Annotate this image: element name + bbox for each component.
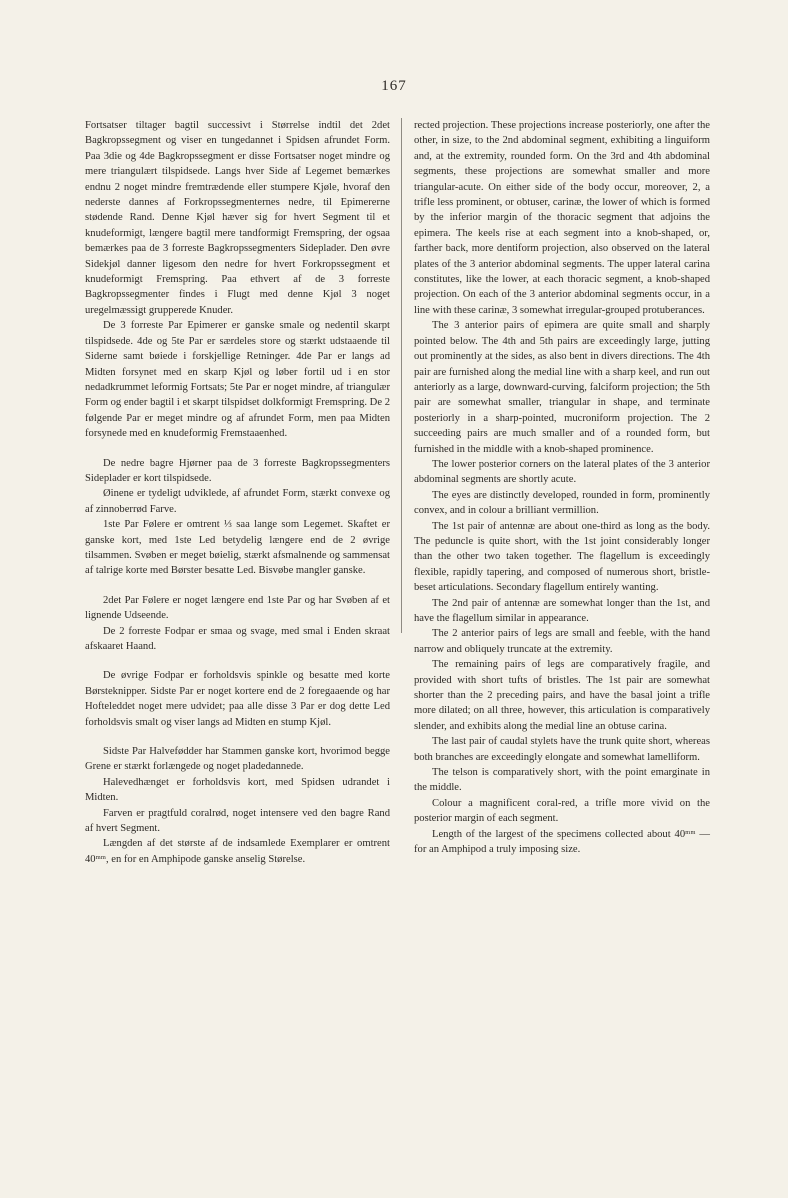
norwegian-paragraph: 1ste Par Følere er omtrent ⅓ saa lange som Legemet. Skaftet er ganske kort, med 1ste Led betydelig længere end de 2 øvrige tilsammen. Svøben er meget bøielig, stærkt afsmalnende og sammensat af talrige korte med Børster besatte Led. Bisvøbe mangler ganske. [85,519,390,577]
norwegian-paragraph: De nedre bagre Hjørner paa de 3 forreste Bagkropssegmenters Sideplader er kort tilspidsede. [85,457,390,484]
english-paragraph: The lower posterior corners on the lateral plates of the 3 anterior abdominal segments are shortly acute. [414,458,710,486]
english-paragraph: The eyes are distinctly developed, rounded in form, prominently convex, and in colour a brilliant vermillion. [414,489,710,517]
norwegian-paragraph: Fortsatser tiltager bagtil successivt i Størrelse indtil det 2det Bagkropssegment og viser en tungedannet i Spidsen afrundet Form. Paa 3die og 4de Bagkropssegment er disse Fortsatser noget mindre og mere triangulært tilspidsede. Langs hver Side af Legemet bemærkes endnu 2 noget mindre fremtrædende eller stumpere Kjøle, hvoraf den nederste dannes af Forkropssegmenternes nedre, til Epimererne stødende Rand. Denne Kjøl hæver sig for hvert Segment til et knudeformigt, længere bagtil mere tandformigt Fremspring, der ogsaa bemærkes paa de 3 forreste Bagkropssegmenters Sideplader. Den øvre Sidekjøl danner ligesom den nedre for hvert Forkropssegment et knudeformigt Fremspring. Paa ethvert af de 3 forreste Bagkropssegmenter findes i Flugt med denne Kjøl 3 noget uregelmæssigt grupperede Knuder. [85,120,390,316]
norwegian-paragraph: Længden af det største af de indsamlede Exemplarer er omtrent 40ᵐᵐ, en for en Amphipode ganske anselig Størelse. [85,838,390,865]
page-number: 167 [381,78,407,94]
english-paragraph: Colour a magnificent coral-red, a trifle more vivid on the posterior margin of each segment. [414,797,710,825]
norwegian-paragraph: De 3 forreste Par Epimerer er ganske smale og nedentil skarpt tilspidsede. 4de og 5te Par er særdeles store og stærkt udstaaende til Siderne samt bøiede i forskjellige Retninger. 4de Par er langs ad Midten forsynet med en skarp Kjøl og løber fortil ud i en stor nedadkrummet leformig Fortsats; 5te Par er noget mindre, af triangulær Form og ender bagtil i et skarpt tilspidset dolkformigt Fremspring. De 2 følgende Par er meget mindre og af afrundet Form, men paa Midten forsynede med en knudeformig Fremstaaenhed. [85,320,390,440]
norwegian-paragraph: Sidste Par Halvefødder har Stammen ganske kort, hvorimod begge Grene er stærkt forlængede og noget pladedannede. [85,746,390,773]
english-paragraph: The 3 anterior pairs of epimera are quite small and sharply pointed below. The 4th and 5th pairs are exceedingly large, jutting out prominently at the sides, as also bent in divers directions. The 4th pair are furnished along the medial line with a sharp keel, and run out anteriorly as a large, downward-curving, falciform projection; the 5th pair are somewhat smaller, triangular in shape, and terminate posteriorly in a sharp-pointed, mucroniform projection. The 2 succeeding pairs are much smaller and of a rounded form, but furnished in the middle with a knob-shaped prominence. [414,320,710,455]
english-paragraph: The remaining pairs of legs are comparatively fragile, and provided with short tufts of bristles. The 1st pair are somewhat shorter than the 2 preceding pairs, and have the basal joint a trifle more dilated; on all three, however, this articulation is comparatively slender, and exhibits along the medial line an obtuse carina. [414,659,710,732]
norwegian-paragraph: De øvrige Fodpar er forholdsvis spinkle og besatte med korte Børsteknipper. Sidste Par er noget kortere end de 2 foregaaende og har Hofteleddet noget mere udvidet; paa alle disse 3 Par er dog dette Led forholdsvis smalt og viser langs ad Midten en stump Kjøl. [85,670,390,728]
english-paragraph: Length of the largest of the specimens collected about 40ᵐᵐ — for an Amphipod a truly imposing size. [414,828,710,856]
english-paragraph: The 1st pair of antennæ are about one-third as long as the body. The peduncle is quite short, with the 1st joint considerably longer than the other two taken together. The flagellum is exceedingly flexible, rapidly tapering, and composed of numerous short, bristle-beset articulations. Secondary flagellum entirely wanting. [414,520,710,594]
norwegian-paragraph: Farven er pragtfuld coralrød, noget intensere ved den bagre Rand af hvert Segment. [85,807,390,835]
column-divider [401,118,402,633]
english-column [414,118,710,858]
norwegian-column [85,118,390,867]
english-paragraph: The telson is comparatively short, with the point emarginate in the middle. [414,767,710,794]
norwegian-paragraph: Halevedhænget er forholdsvis kort, med Spidsen udrandet i Midten. [85,776,390,804]
norwegian-paragraph: De 2 forreste Fodpar er smaa og svage, med smal i Enden skraat afskaaret Haand. [85,625,390,652]
english-paragraph: The 2nd pair of antennæ are somewhat longer than the 1st, and have the flagellum similar in appearance. [414,597,710,624]
english-paragraph: The last pair of caudal stylets have the trunk quite short, whereas both branches are exceedingly elongate and somewhat lamelliform. [414,736,710,763]
english-paragraph: The 2 anterior pairs of legs are small and feeble, with the hand narrow and obliquely truncate at the extremity. [414,628,710,655]
norwegian-paragraph: 2det Par Følere er noget længere end 1ste Par og har Svøben af et lignende Udseende. [85,594,390,622]
english-paragraph: rected projection. These projections increase posteriorly, one after the other, in size, to the 2nd abdominal segment, exhibiting a linguiform and, at the extremity, rounded form. On the 3rd and 4th abdominal segments, these projections are somewhat smaller and more triangular-acute. On either side of the body occur, moreover, 2, a trifle less prominent, or obtuser, carinæ, the lower of which is formed by the inferior margin of the thoracic segment that adjoins the epimera. The keels rise at each segment into a knob-shaped, or, farther back, more dentiform projection, also observed on the lateral plates of the 3 anterior abdominal segments. The upper lateral carina constitutes, like the lower, at each thoracic segment, a knob-shaped projection. On each of the 3 anterior abdominal segments occur, in a line with these carinæ, 3 somewhat irregular-grouped protuberances. [414,120,710,316]
norwegian-paragraph: Øinene er tydeligt udviklede, af afrundet Form, stærkt convexe og af zinnoberrød Farve. [85,488,390,515]
